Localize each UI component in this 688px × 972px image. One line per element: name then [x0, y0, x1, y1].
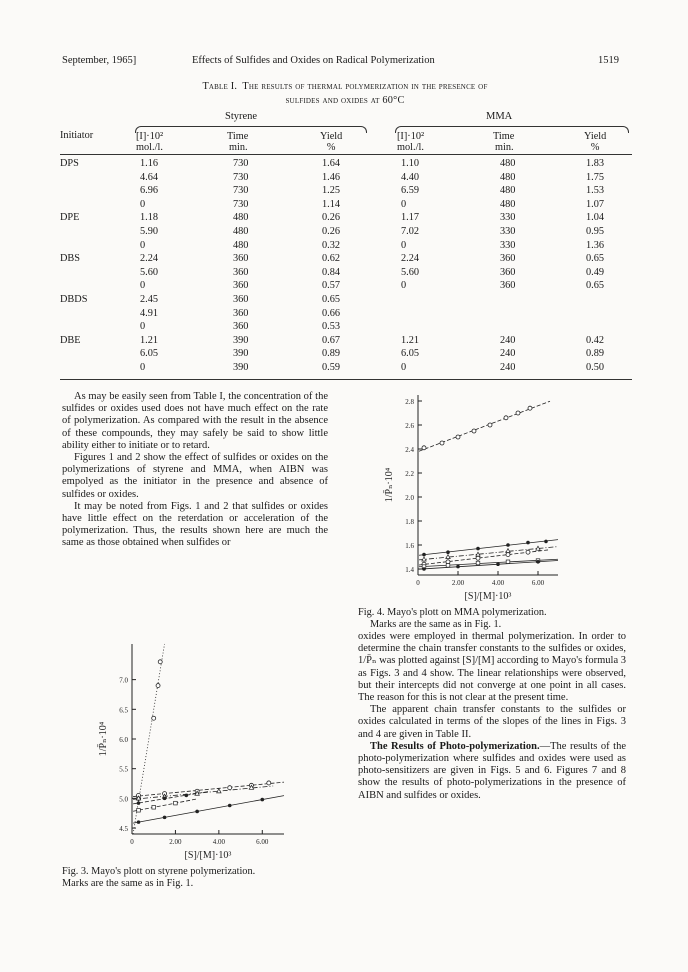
table-cell: 1.16 — [140, 158, 159, 169]
table-cell: 6.59 — [401, 185, 420, 197]
table-cell: 0.62 — [322, 253, 341, 265]
col-styrene-conc: [I]·10² mol./l. — [136, 131, 164, 153]
running-header-date: September, 1965] — [62, 55, 137, 66]
paragraph-2: Figures 1 and 2 show the effect of sulfides or oxides on the polymerizations of styrene and MMA, when AIBN was empolyed as the initiator in the presence and absence of sulfides or oxides. — [62, 452, 328, 500]
section-heading: The Results of Photo-polymerization. — [370, 740, 540, 752]
y-axis-label: 1/P̄ₙ·10⁴ — [98, 721, 109, 757]
table-cell: 0.67 — [322, 334, 341, 346]
data-point — [422, 446, 426, 450]
table-cell: 0.65 — [322, 294, 341, 305]
data-point — [536, 560, 540, 564]
group-mma: MMA — [486, 111, 513, 122]
data-point — [174, 801, 178, 805]
table-cell: 480 — [500, 198, 516, 210]
header-rule — [60, 154, 632, 155]
data-point — [472, 429, 476, 433]
y-tick-label: 2.0 — [405, 494, 414, 502]
table-cell: 1.04 — [586, 212, 605, 224]
data-point — [156, 684, 160, 688]
series-line — [133, 644, 164, 834]
table-cell: 0 — [401, 239, 407, 251]
x-tick-label: 0 — [130, 838, 134, 846]
data-point — [446, 550, 450, 554]
table-cell: 2.24 — [140, 253, 159, 265]
data-point — [528, 406, 532, 410]
table-cell: 390 — [233, 348, 249, 360]
table-cell: 480 — [233, 239, 249, 251]
table-cell: 1.17 — [401, 212, 420, 224]
table-cell: 1.53 — [586, 185, 605, 197]
data-point — [446, 560, 450, 564]
table-cell: DBDS — [60, 294, 88, 305]
table-cell: 0 — [140, 321, 146, 333]
table-cell: 0.49 — [586, 266, 605, 278]
group-styrene: Styrene — [225, 111, 258, 122]
data-point — [506, 543, 510, 547]
paragraph-1: As may be easily seen from Table I, the concentration of the sulfides or oxides used does not have much effect on the rate of polymerization. As compared with the result in the absence of these compounds, they may safely be said to show little ability either to initiate or to retard. — [62, 391, 328, 451]
y-tick-label: 5.5 — [119, 765, 128, 774]
fig3-caption: Fig. 3. Mayo's plott on styrene polymerization. Marks are the same as in Fig. 1. — [62, 866, 256, 889]
data-point — [488, 423, 492, 427]
table-caption-line2: sulfides and oxides at 60°C — [285, 95, 405, 106]
table-cell: 1.83 — [586, 158, 605, 169]
table-cell: 0 — [140, 239, 146, 251]
x-tick-label: 6.00 — [256, 838, 269, 846]
table-cell: 2.24 — [401, 253, 420, 265]
data-point — [267, 781, 271, 785]
y-tick-label: 5.0 — [119, 795, 128, 804]
table-cell: 0.53 — [322, 321, 341, 333]
table-cell: 0.89 — [586, 348, 605, 360]
paragraph-4: oxides were employed in thermal polymerization. In order to determine the chain transfer constants to the sulfides or oxides, 1/P̄ₙ was plotted against [S]/[M] according to Mayo's formula 3 as Figs. 3 and 4 show. The linear relationships were observed, but their intercepts did not converge at one point in all cases. The reason for this is not clear at the present time. — [358, 631, 627, 704]
data-point — [516, 411, 520, 415]
col-styrene-yield: Yield % — [320, 131, 343, 153]
data-point — [422, 557, 426, 561]
table-cell: 0.65 — [586, 280, 605, 292]
y-tick-label: 1.4 — [405, 566, 414, 574]
table-cell: 330 — [500, 239, 516, 251]
data-point — [152, 716, 156, 720]
table-cell: 1.18 — [140, 212, 159, 224]
x-tick-label: 4.00 — [491, 579, 505, 587]
table-cell: 0.84 — [322, 266, 341, 278]
table-cell: 730 — [233, 171, 249, 183]
data-point — [506, 549, 510, 553]
table-cell: DBS — [60, 253, 81, 265]
table-cell: 330 — [500, 212, 516, 224]
table-cell: 360 — [233, 253, 249, 265]
y-axis-label: 1/P̄ₙ·10⁴ — [384, 467, 395, 503]
data-point — [456, 435, 460, 439]
data-point — [476, 547, 480, 551]
table-cell: 480 — [500, 158, 516, 169]
data-point — [184, 794, 188, 798]
data-point — [526, 550, 530, 554]
table-cell: 0.26 — [322, 212, 341, 224]
table-cell: 390 — [233, 362, 249, 373]
table-cell: 1.64 — [322, 158, 341, 169]
table-cell: 360 — [500, 280, 516, 292]
col-mma-time: Time min. — [493, 131, 515, 153]
table-cell: 240 — [500, 334, 516, 346]
x-tick-label: 2.00 — [451, 579, 465, 587]
data-point — [476, 561, 480, 565]
table-cell: 5.60 — [401, 266, 420, 278]
table-cell: 2.45 — [140, 294, 159, 305]
series-line — [133, 782, 284, 796]
data-point — [476, 556, 480, 560]
fig4-caption: Fig. 4. Mayo's plott on MMA polymerization. Marks are the same as in Fig. 1. — [358, 607, 547, 630]
table-label: Table I. — [202, 81, 238, 92]
series-line — [133, 799, 197, 811]
table-cell: 1.07 — [586, 198, 605, 210]
paragraph-6 — [358, 741, 626, 802]
data-point — [163, 816, 167, 820]
table-cell: DBE — [60, 334, 81, 346]
data-point — [137, 801, 141, 805]
table-cell: 4.64 — [140, 171, 159, 183]
fig4-chart — [370, 385, 570, 603]
table-cell: 0.66 — [322, 307, 341, 319]
data-point — [158, 660, 162, 664]
table-cell: 0 — [140, 362, 146, 373]
page-number: 1519 — [598, 55, 619, 66]
y-tick-label: 6.0 — [119, 736, 128, 744]
table-cell: 480 — [233, 226, 249, 237]
table-cell: 7.02 — [401, 226, 420, 237]
y-tick-label: 1.6 — [405, 542, 414, 550]
table-cell: 1.21 — [140, 334, 159, 346]
table-cell: 1.21 — [401, 334, 420, 346]
table-cell: 0.59 — [322, 362, 341, 373]
table-cell: 0 — [140, 198, 146, 210]
table-cell: 1.10 — [401, 158, 420, 169]
data-point — [228, 786, 232, 790]
table-cell: 0.95 — [586, 226, 605, 237]
left-column-text — [62, 391, 328, 550]
data-point — [163, 797, 167, 801]
data-point — [526, 541, 530, 545]
data-point — [496, 562, 500, 566]
table-cell: 240 — [500, 348, 516, 360]
table-cell: 730 — [233, 198, 249, 210]
data-point — [504, 416, 508, 420]
paragraph-5: The apparent chain transfer constants to the sulfides or oxides calculated in terms of the slopes of the lines in Figs. 3 and 4 are given in Table II. — [358, 704, 626, 740]
table-cell: 0.26 — [322, 226, 341, 237]
y-tick-label: 4.5 — [119, 825, 128, 834]
data-point — [152, 805, 156, 809]
table-cell: 5.60 — [140, 266, 159, 278]
table-cell: DPE — [60, 212, 80, 224]
fig3-chart — [84, 636, 294, 866]
data-point — [544, 540, 548, 544]
results-table — [60, 111, 632, 381]
table-cell: 0.89 — [322, 348, 341, 360]
table-cell: 0.50 — [586, 362, 605, 373]
table-cell: 390 — [233, 334, 249, 346]
table-cell: DPS — [60, 158, 79, 169]
y-tick-label: 2.4 — [405, 446, 414, 454]
table-cell: 1.14 — [322, 198, 341, 210]
table-cell: 360 — [233, 280, 249, 292]
y-tick-label: 6.5 — [119, 706, 128, 715]
table-cell: 330 — [500, 226, 516, 237]
table-cell: 6.05 — [401, 348, 420, 360]
table-cell: 730 — [233, 158, 249, 169]
x-tick-label: 0 — [416, 579, 420, 587]
table-cell: 5.90 — [140, 226, 159, 237]
table-cell: 0.57 — [322, 280, 341, 292]
table-caption — [70, 80, 620, 108]
data-point — [506, 553, 510, 557]
table-cell: 0 — [401, 362, 407, 373]
table-cell: 0.42 — [586, 334, 605, 346]
data-point — [228, 804, 232, 808]
col-mma-yield: Yield % — [584, 131, 607, 153]
bottom-rule — [60, 379, 632, 380]
col-mma-conc: [I]·10² mol./l. — [397, 131, 425, 153]
x-tick-label: 2.00 — [169, 838, 182, 846]
paragraph-3: It may be noted from Figs. 1 and 2 that sulfides or oxides have little effect on the reterdation or acceleration of the polymerization. Thus, the results shown here are much the same as those obtained when sulfides or — [62, 500, 328, 549]
table-cell: 480 — [233, 212, 249, 224]
table-cell: 360 — [233, 307, 249, 319]
table-caption-line1: The results of thermal polymerization in the presence of — [242, 81, 488, 92]
table-cell: 4.40 — [401, 171, 420, 183]
data-point — [422, 567, 426, 571]
y-tick-label: 7.0 — [119, 676, 128, 685]
x-axis-label: [S]/[M]·10³ — [184, 850, 232, 861]
table-cell: 0 — [401, 280, 407, 292]
table-cell: 360 — [233, 266, 249, 278]
table-cell: 0.65 — [586, 253, 605, 265]
right-column-text — [358, 631, 626, 802]
table-cell: 0 — [401, 198, 407, 210]
table-cell: 0 — [140, 280, 146, 292]
table-cell: 1.75 — [586, 171, 605, 183]
table-cell: 4.91 — [140, 307, 159, 319]
data-point — [446, 564, 450, 568]
data-point — [440, 441, 444, 445]
col-styrene-time: Time min. — [227, 131, 249, 153]
table-cell: 360 — [233, 321, 249, 333]
col-initiator: Initiator — [60, 130, 94, 141]
x-tick-label: 4.00 — [212, 838, 225, 846]
table-cell: 6.96 — [140, 185, 159, 197]
data-point — [137, 808, 141, 812]
paragraph-6-body: —The results of the photo-polymerization where sulfides and oxides were used as photo-sensitizers are given in Figs. 5 and 6. Figures 7 and 8 show the results of photo-polymerizations in the presence of AIBN and sulfides or oxides. — [358, 740, 627, 801]
table-cell: 0.32 — [322, 239, 341, 251]
table-cell: 360 — [500, 253, 516, 265]
table-cell: 360 — [500, 266, 516, 278]
table-cell: 360 — [233, 294, 249, 305]
table-cell: 1.25 — [322, 185, 341, 197]
data-point — [195, 810, 199, 814]
table-cell: 480 — [500, 171, 516, 183]
data-point — [506, 560, 510, 564]
data-point — [137, 820, 141, 824]
data-point — [456, 565, 460, 569]
table-cell: 1.46 — [322, 171, 341, 183]
running-header-title: Effects of Sulfides and Oxides on Radical Polymerization — [192, 55, 435, 66]
y-tick-label: 2.2 — [405, 470, 414, 478]
table-cell: 6.05 — [140, 348, 159, 360]
x-tick-label: 6.00 — [531, 579, 545, 587]
table-cell: 480 — [500, 185, 516, 197]
y-tick-label: 1.8 — [405, 518, 414, 526]
table-cell: 1.36 — [586, 239, 605, 251]
data-point — [422, 553, 426, 557]
y-tick-label: 2.6 — [405, 422, 414, 430]
table-cell: 730 — [233, 185, 249, 197]
table-cell: 240 — [500, 362, 516, 373]
y-tick-label: 2.8 — [405, 398, 414, 406]
data-point — [260, 798, 264, 802]
x-axis-label: [S]/[M]·10³ — [464, 591, 512, 602]
